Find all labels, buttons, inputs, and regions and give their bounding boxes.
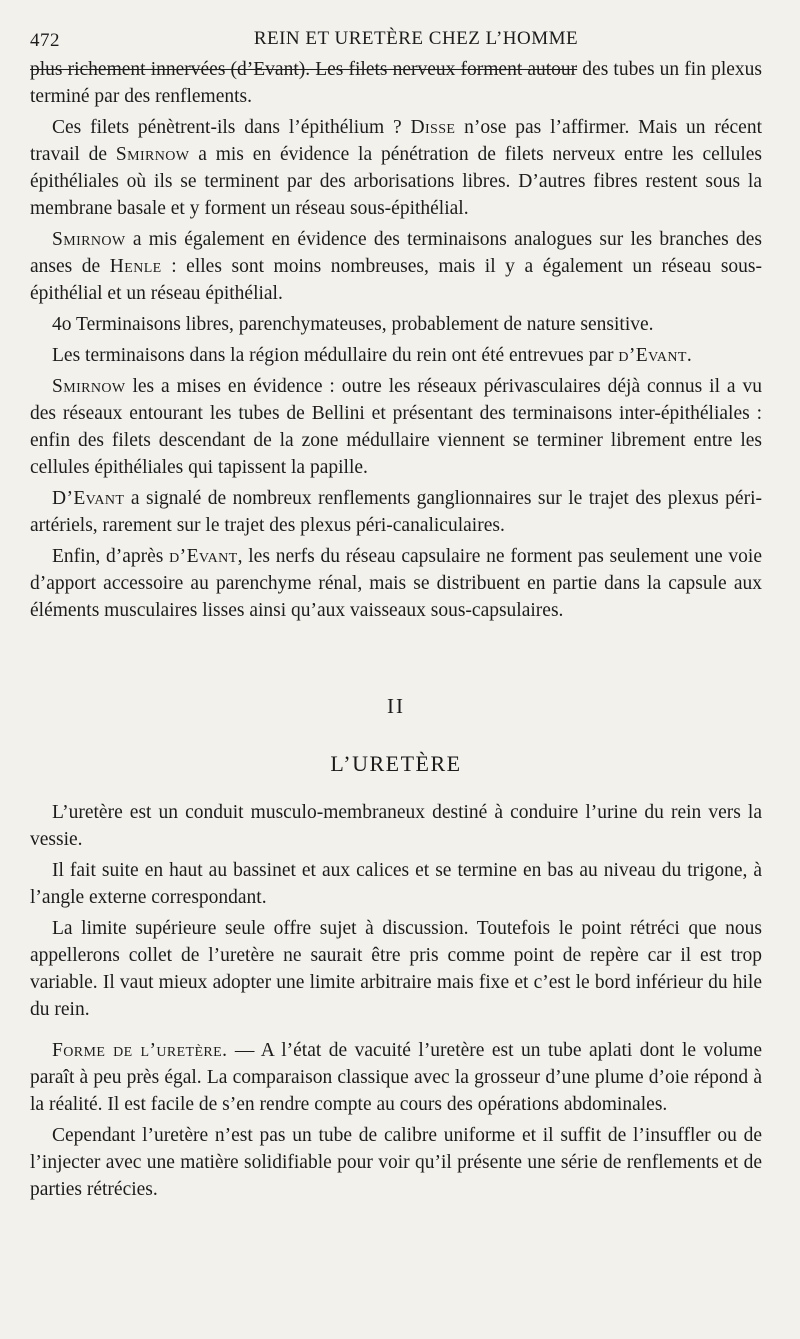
- author-name: Henle: [109, 256, 162, 277]
- paragraph-definition: L’uretère est un conduit musculo-membraneux destiné à conduire l’urine du rein vers la vessie.: [30, 802, 762, 850]
- running-title: REIN ET URETÈRE CHEZ L’HOMME: [253, 28, 579, 49]
- paragraph-smirnow: Smirnow les a mises en évidence : outre les réseaux périvasculaires déjà connus il a vu des réseaux entourant les tubes de Bellini et présentant des terminaisons inter-épithéliales : enfin des filets descendant de la zone médullaire viennent se terminer librement entre les cellules épithéliales qui tapissent la papille.: [30, 376, 762, 478]
- section-title: L’URETÈRE: [330, 751, 462, 776]
- body-text: [30, 56, 762, 624]
- subsection-heading: Forme de l’uretère.: [52, 1040, 228, 1061]
- paragraph-henle: Smirnow a mis également en évidence des terminaisons analogues sur les branches des anses de Henle : elles sont moins nombreuses, mais il y a également un réseau sous-épithélial et un réseau épithélial.: [30, 229, 762, 304]
- paragraph-devant: D’Evant a signalé de nombreux renflements ganglionnaires sur le trajet des plexus péri-artériels, rarement sur le trajet des plexus péri-canaliculaires.: [30, 488, 762, 536]
- paragraph-enfin: Enfin, d’après d’Evant, les nerfs du réseau capsulaire ne forment pas seulement une voie d’apport accessoire au parenchyme rénal, mais se distribuent en partie dans la capsule aux éléments musculaires lisses ainsi qu’aux vaisseaux sous-capsulaires.: [30, 546, 763, 621]
- author-name: D’Evant: [52, 488, 125, 509]
- paragraph-limite: La limite supérieure seule offre sujet à discussion. Toutefois le point rétréci que nous appellerons collet de l’uretère ne saurait être pris comme point de repère car il est trop variable. Il vaut mieux adopter une limite arbitraire mais fixe et c’est le bord inférieur du hile du rein.: [30, 918, 762, 1020]
- paragraph-trigone: Il fait suite en haut au bassinet et aux calices et se termine en bas au niveau du trigone, à l’angle externe correspondant.: [30, 860, 762, 908]
- author-name: d’Evant: [618, 345, 687, 366]
- paragraph-terminaisons-libres: 4o Terminaisons libres, parenchymateuses, probablement de nature sensitive.: [52, 314, 654, 335]
- struck-text: plus richement innervées (d’Evant). Les filets nerveux forment autour: [30, 59, 578, 80]
- paragraph-cependant: Cependant l’uretère n’est pas un tube de calibre uniforme et il suffit de l’insuffler ou de l’injecter avec une matière solidifiable pour voir qu’il présente une série de renflements et de parties rétrécies.: [30, 1125, 762, 1200]
- running-head: [30, 22, 762, 56]
- page-number: 472: [30, 30, 60, 51]
- author-name: Smirnow: [52, 229, 126, 250]
- paragraph-forme: Forme de l’uretère. — A l’état de vacuité l’uretère est un tube aplati dont le volume paraît à peu près égal. La comparaison classique avec la grosseur d’une plume d’oie répond à la réalité. Il est facile de s’en rendre compte au cours des opérations abdominales.: [30, 1040, 762, 1115]
- section-number: II: [387, 694, 405, 718]
- author-name: Smirnow: [115, 144, 190, 165]
- paragraph-continuation: plus richement innervées (d’Evant). Les filets nerveux forment autour des tubes un fin plexus terminé par des renflements.: [30, 59, 762, 107]
- section-body: [30, 799, 762, 1203]
- author-name: Smirnow: [52, 376, 126, 397]
- author-name: d’Evant: [169, 546, 238, 567]
- paragraph-region-medullaire: Les terminaisons dans la région médullaire du rein ont été entrevues par d’Evant.: [52, 345, 692, 366]
- author-name: Disse: [410, 117, 456, 138]
- paragraph-disse: Ces filets pénètrent-ils dans l’épithélium ? Disse n’ose pas l’affirmer. Mais un récent travail de Smirnow a mis en évidence la pénétration de filets nerveux entre les cellules épithéliales où ils se terminent par des arborisations libres. D’autres fibres restent sous la membrane basale et y forment un réseau sous-épithélial.: [30, 117, 762, 219]
